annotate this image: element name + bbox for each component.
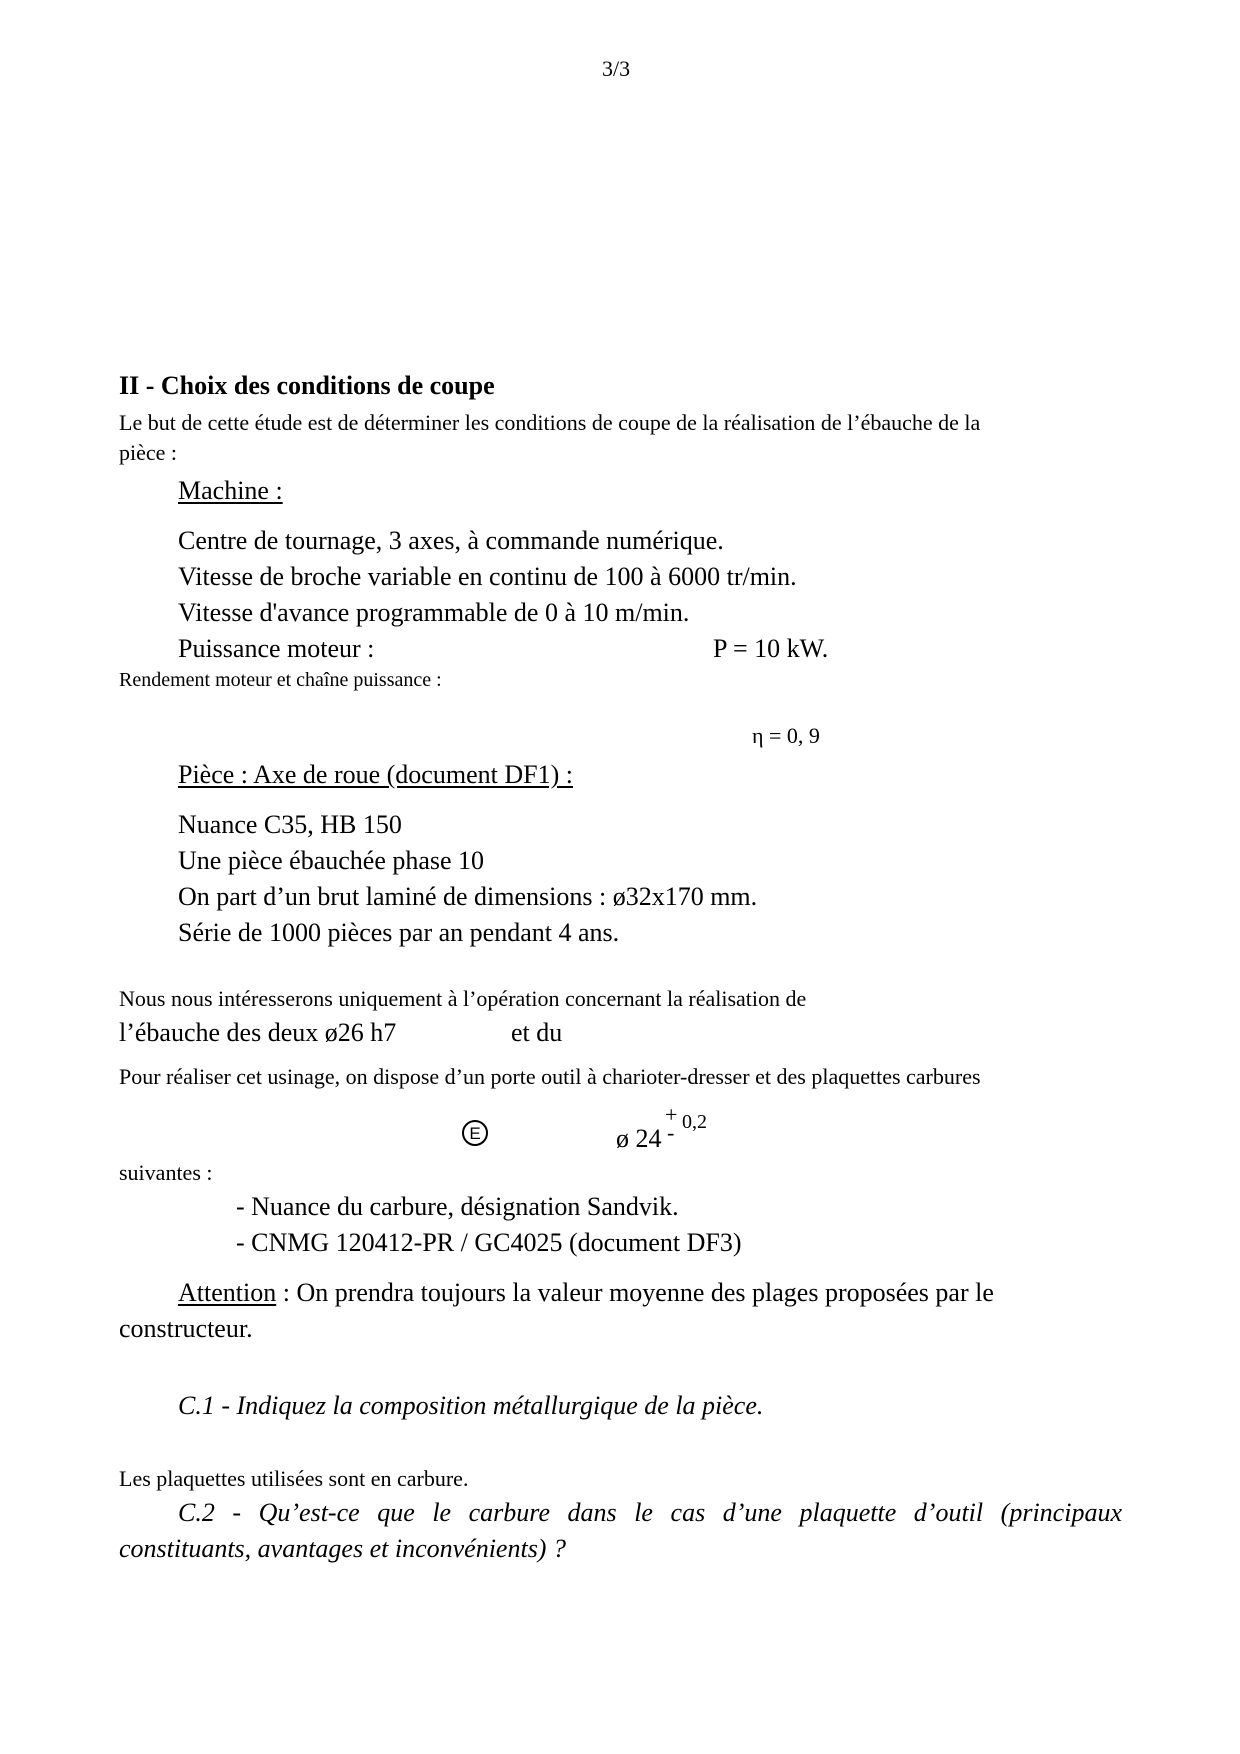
machine-line-2: Vitesse de broche variable en continu de 100 à 6000 tr/min. (178, 562, 797, 591)
piece-line-3: On part d’un brut laminé de dimensions : ø32x170 mm. (178, 882, 758, 911)
power-value: P = 10 kW. (713, 634, 829, 663)
tolerance-minus-sign: - (667, 1120, 675, 1145)
piece-line-2: Une pièce ébauchée phase 10 (178, 846, 485, 875)
efficiency-value: η = 0, 9 (752, 723, 820, 748)
power-label: Puissance moteur : (178, 634, 375, 663)
question-c2-line-2: constituants, avantages et inconvénients) ? (119, 1534, 566, 1563)
circled-e-symbol (462, 1120, 488, 1146)
attention-text-2: constructeur. (119, 1314, 253, 1343)
piece-line-1: Nuance C35, HB 150 (178, 810, 402, 839)
question-c2-line-1: C.2 - Qu’est-ce que le carbure dans le cas d’une plaquette d’outil (principaux (178, 1498, 1122, 1527)
operation-line-3: Pour réaliser cet usinage, on dispose d’un porte outil à charioter-dresser et des plaquettes carbures (119, 1064, 981, 1089)
tolerance-plus-sign: + (665, 1102, 678, 1127)
circled-e-letter: E (469, 1123, 481, 1143)
operation-line-1: Nous nous intéresserons uniquement à l’opération concernant la réalisation de (119, 986, 807, 1011)
machine-heading: Machine : (178, 476, 283, 505)
efficiency-label: Rendement moteur et chaîne puissance : (119, 669, 442, 691)
piece-heading: Pièce : Axe de roue (document DF1) : (178, 760, 573, 789)
diameter-24: ø 24 (616, 1124, 662, 1153)
section-title: II - Choix des conditions de coupe (119, 371, 495, 400)
operation-line-4: suivantes : (119, 1160, 213, 1185)
attention-label: Attention (178, 1278, 277, 1307)
tolerance-value: 0,2 (682, 1111, 707, 1133)
tooling-line-2: - CNMG 120412-PR / GC4025 (document DF3) (236, 1228, 742, 1257)
question-c1: C.1 - Indiquez la composition métallurgique de la pièce. (178, 1391, 764, 1420)
operation-line-2b: et du (511, 1018, 563, 1047)
operation-line-2a: l’ébauche des deux ø26 h7 (119, 1018, 397, 1047)
attention-text: : On prendra toujours la valeur moyenne des plages proposées par le (276, 1278, 994, 1307)
tooling-line-1: - Nuance du carbure, désignation Sandvik. (236, 1192, 679, 1221)
intro-line-2: pièce : (119, 440, 178, 465)
intro-line-1: Le but de cette étude est de déterminer les conditions de coupe de la réalisation de l’ébauche de la (119, 410, 981, 435)
attention-paragraph (178, 1280, 994, 1306)
machine-line-3: Vitesse d'avance programmable de 0 à 10 m/min. (178, 598, 690, 627)
carbide-note: Les plaquettes utilisées sont en carbure. (119, 1466, 469, 1491)
machine-line-1: Centre de tournage, 3 axes, à commande numérique. (178, 526, 724, 555)
piece-line-4: Série de 1000 pièces par an pendant 4 ans. (178, 918, 620, 947)
page-number: 3/3 (602, 56, 631, 81)
